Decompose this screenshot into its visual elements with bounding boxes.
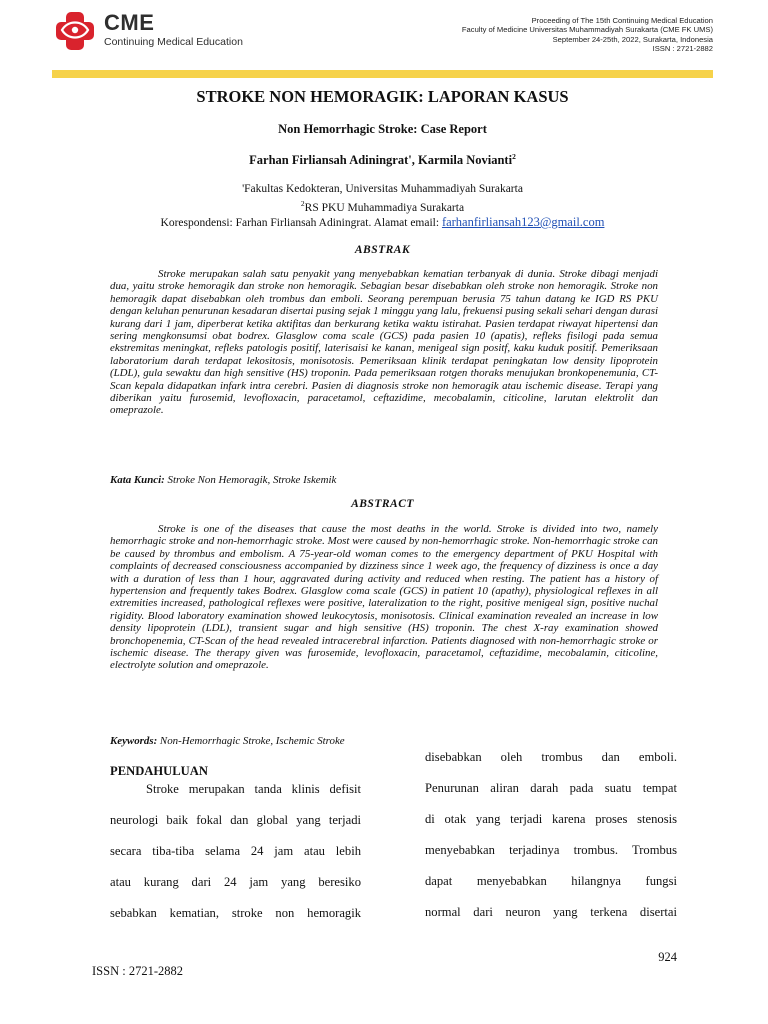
body-right-line-1: disebabkan oleh trombus dan emboli. [425,750,677,764]
author-1: Farhan Firliansah Adiningrat [249,153,409,168]
abstract-heading: ABSTRACT [351,498,414,510]
body-right-line-3: di otak yang terjadi karena proses stenosis [425,812,677,826]
proceeding-line-3: September 24-25th, 2022, Surakarta, Indonesia [552,34,713,44]
author-2-mark: 2 [512,152,516,161]
body-column-left [110,764,361,936]
paper-title: STROKE NON HEMORAGIK: LAPORAN KASUS [196,87,569,106]
paper-subtitle: Non Hemorrhagic Stroke: Case Report [278,122,487,136]
body-right-line-2: Penurunan aliran darah pada suatu tempat [425,781,677,795]
affiliation-2-text: RS PKU Muhammadiya Surakarta [304,201,465,214]
affiliation-2 [52,199,713,214]
proceeding-line-4: ISSN : 2721-2882 [652,44,713,54]
pendahuluan-heading: PENDAHULUAN [110,764,208,778]
brand-name: CME [104,10,155,35]
author-separator: , [411,153,418,168]
correspondence-text: Korespondensi: Farhan Firliansah Adiningrat. Alamat email: [160,217,442,229]
body-left-line-3: secara tiba-tiba selama 24 jam atau lebih [110,844,361,858]
body-right-line-6: normal dari neuron yang terkena disertai [425,905,677,919]
author-2: Karmila Novianti [417,153,513,168]
affiliation-2-mark: 2 [300,199,305,208]
medical-cross-logo-icon [52,10,98,52]
footer-issn: ISSN : 2721-2882 [92,964,183,978]
kata-kunci [110,474,658,486]
proceeding-info [462,16,713,54]
body-left-line-5: sebabkan kematian, stroke non hemoragik [110,906,361,920]
affiliation-1: 'Fakultas Kedokteran, Universitas Muhammadiyah Surakarta [242,183,523,195]
header-divider-bar [52,70,713,78]
kata-kunci-label: Kata Kunci: [110,474,165,486]
abstrak-text: Stroke merupakan salah satu penyakit yang menyebabkan kematian terbanyak di dunia. Stroke dibagi menjadi dua, yaitu stroke hemoragik dan stroke non hemoragik. Sebagian besar disebabkan oleh stroke non hemoragik. Stroke non hemoragik dapat disebabkan oleh trombus dan emboli. Seorang perempuan berusia 75 tahun datang ke IGD RS PKU dengan keluhan penurunan kesadaran disertai pusing sejak 1 minggu yang lalu, frekuensi pusing sekali sehari dengan durasi kurang dari 1 jam, diperberat ketika aktifitas dan berkurang ketika waktu istirahat. Pasien terdapat riwayat hipertensi dan sering mengkonsumsi obat bodrex. Glasglow coma scale (GCS) pada pasien 10 (apatis), refleks fisilogi pada semua ekstremitas meningkat, refleks patologis positif, laterisaisi ke kanan, menigeal sign positf, kaku kuduk positif. Pemeriksaan laboratorium darah terdapat lekositosis, monisotosis. Pemeriksaan klinik terdapat peningkatan low density lipoprotein (LDL), gula sewaktu dan high sensitive (HS) troponin. Pada pemeriksaan rotgen thoraks menujukan bronkopenemunia, CT-Scan kepala didapatkan infark intra cerebri. Pasien di diagnosis stroke non hemoragik atau ischemic disease. Terapi yang diberikan yaitu furosemid, levofloxacin, paracetamol, ceftazidime, mecobalamin, citicoline, larutan elektrolit dan omeprazole. [110,268,658,417]
body-left-line-2: neurologi baik fokal dan global yang terjadi [110,813,361,827]
correspondence [52,215,713,230]
page-number: 924 [658,950,677,964]
keywords [110,735,658,747]
abstract-text: Stroke is one of the diseases that cause the most deaths in the world. Stroke is divided into two, namely hemorrhagic stroke and non-hemorrhagic stroke. Most were caused by non-hemorrhagic stroke. Non-hemorrhagic stroke can be caused by thrombus and embolism. A 75-year-old woman comes to the emergency department of PKU Hospital with complaints of decreased consciousness accompanied by dizziness since 1 week ago, the frequency of dizziness is once a day with a duration of less than 1 hour, aggravated during activity and reduced when resting. The patient has a history of hypertension and frequently takes Bodrex. Glasglow coma scale (GCS) in patient 10 (apathy), physiological reflexes in all extremities increased, pathological reflexes were positive, lateralization to the right, positive menigeal sign, positive nuchal rigidity. Blood laboratory examination showed leukocytosis, monisotosis. Clinical examination revealed an increase in low density lipoprotein (LDL), transient sugar and high sensitive (HS) troponin. The chest X-ray examination showed bronchopenemia, CT-Scan of the head revealed intracerebral infarction. Patients diagnosed with non-hemorrhagic stroke or ischemic disease. The therapy given was furosemide, levofloxacin, paracetamol, ceftazidime, mecobalamin, citicoline, electrolyte solution and omeprazole. [110,523,658,672]
paper-authors [52,152,713,168]
abstrak-heading: ABSTRAK [354,244,411,256]
keywords-label: Keywords: [110,735,158,747]
correspondence-email-link[interactable]: farhanfirliansah123@gmail.com [441,215,605,229]
body-left-line-4: atau kurang dari 24 jam yang beresiko [110,875,361,889]
keywords-text: Non-Hemorrhagic Stroke, Ischemic Stroke [157,735,345,747]
brand-subtitle: Continuing Medical Education [104,36,243,48]
proceeding-line-2: Faculty of Medicine Universitas Muhammadiyah Surakarta (CME FK UMS) [461,25,713,35]
kata-kunci-text: Stroke Non Hemoragik, Stroke Iskemik [164,474,337,486]
body-column-right [425,749,677,935]
body-left-line-1: Stroke merupakan tanda klinis defisit [146,782,361,796]
proceeding-line-1: Proceeding of The 15th Continuing Medical Education [531,16,713,25]
body-right-line-4: menyebabkan terjadinya trombus. Trombus [425,843,677,857]
author-1-mark: ' [408,153,412,168]
body-right-line-5: dapat menyebabkan hilangnya fungsi [425,874,677,888]
